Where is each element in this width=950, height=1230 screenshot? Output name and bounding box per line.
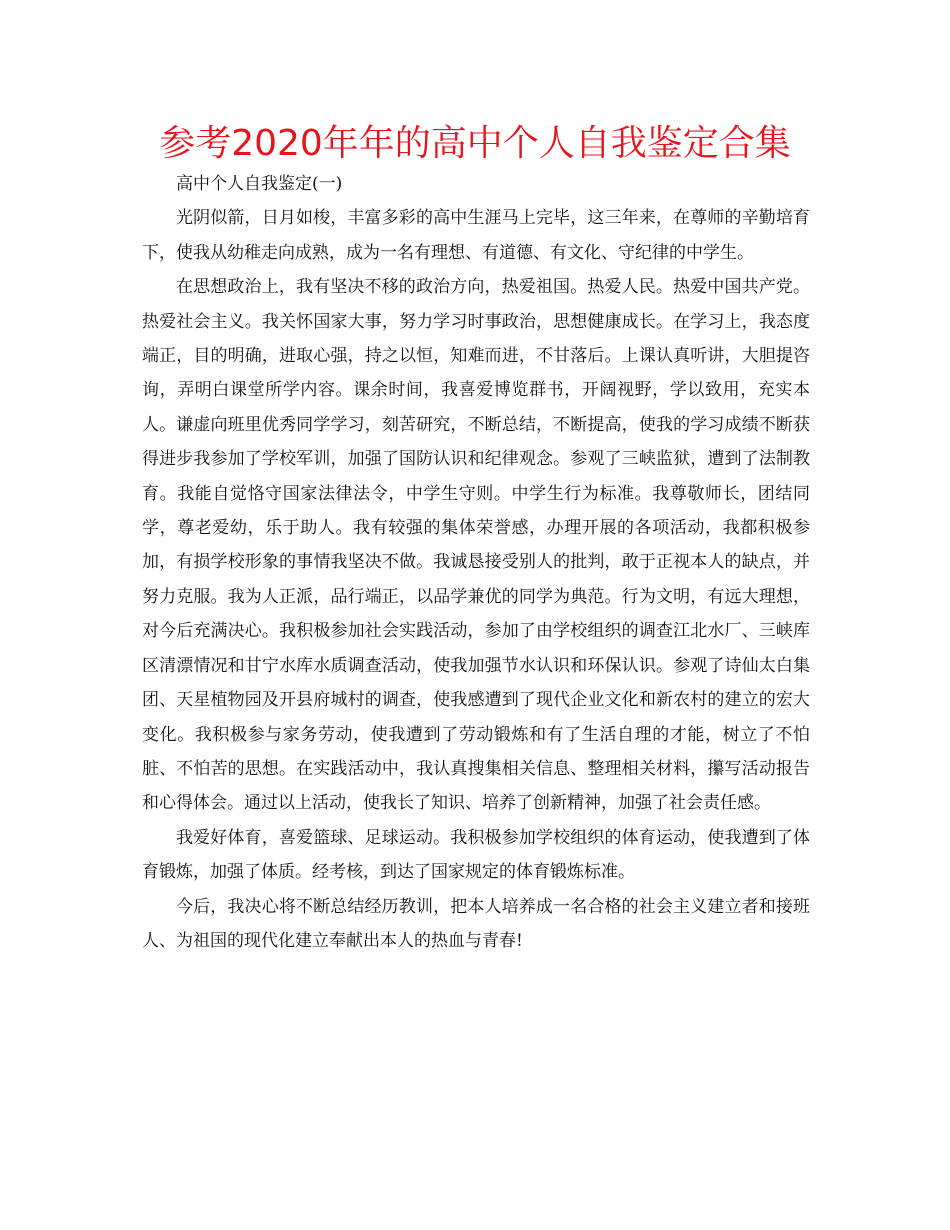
document-body	[142, 167, 810, 958]
body-paragraph: 光阴似箭，日月如梭，丰富多彩的高中生涯马上完毕，这三年来，在尊师的辛勤培育下，使我从幼稚走向成熟，成为一名有理想、有道德、有文化、守纪律的中学生。	[142, 208, 810, 263]
section-subheading: 高中个人自我鉴定(一)	[176, 174, 343, 194]
body-paragraph: 我爱好体育，喜爱篮球、足球运动。我积极参加学校组织的体育运动，使我遭到了体育锻炼，加强了体质。经考核，到达了国家规定的体育锻炼标准。	[142, 827, 810, 883]
body-paragraph: 今后，我决心将不断总结经历教训，把本人培养成一名合格的社会主义建立者和接班人、为祖国的现代化建立奉献出本人的热血与青春!	[142, 896, 810, 951]
document-title: 参考2020年年的高中个人自我鉴定合集	[159, 123, 791, 164]
body-paragraph: 在思想政治上，我有坚决不移的政治方向，热爱祖国。热爱人民。热爱中国共产党。热爱社会主义。我关怀国家大事，努力学习时事政治，思想健康成长。在学习上，我态度端正，目的明确，进取心强，持之以恒，知难而进，不甘落后。上课认真听讲，大胆提咨询，弄明白课堂所学内容。课余时间，我喜爱博览群书，开阔视野，学以致用，充实本人。谦虚向班里优秀同学学习，刻苦研究，不断总结，不断提高，使我的学习成绩不断获得进步我参加了学校军训，加强了国防认识和纪律观念。参观了三峡监狱，遭到了法制教育。我能自觉恪守国家法律法令，中学生守则。中学生行为标准。我尊敬师长，团结同学，尊老爱幼，乐于助人。我有较强的集体荣誉感，办理开展的各项活动，我都积极参加，有损学校形象的事情我坚决不做。我诚恳接受别人的批判，敢于正视本人的缺点，并努力克服。我为人正派，品行端正，以品学兼优的同学为典范。行为文明，有远大理想，对今后充满决心。我积极参加社会实践活动，参加了由学校组织的调查江北水厂、三峡库区清漂情况和甘宁水库水质调查活动，使我加强节水认识和环保认识。参观了诗仙太白集团、天星植物园及开县府城村的调查，使我感遭到了现代企业文化和新农村的建立的宏大变化。我积极参与家务劳动，使我遭到了劳动锻炼和有了生活自理的才能，树立了不怕脏、不怕苦的思想。在实践活动中，我认真搜集相关信息、整理相关材料，攥写活动报告和心得体会。通过以上活动，使我长了知识、培养了创新精神，加强了社会责任感。	[142, 277, 810, 814]
